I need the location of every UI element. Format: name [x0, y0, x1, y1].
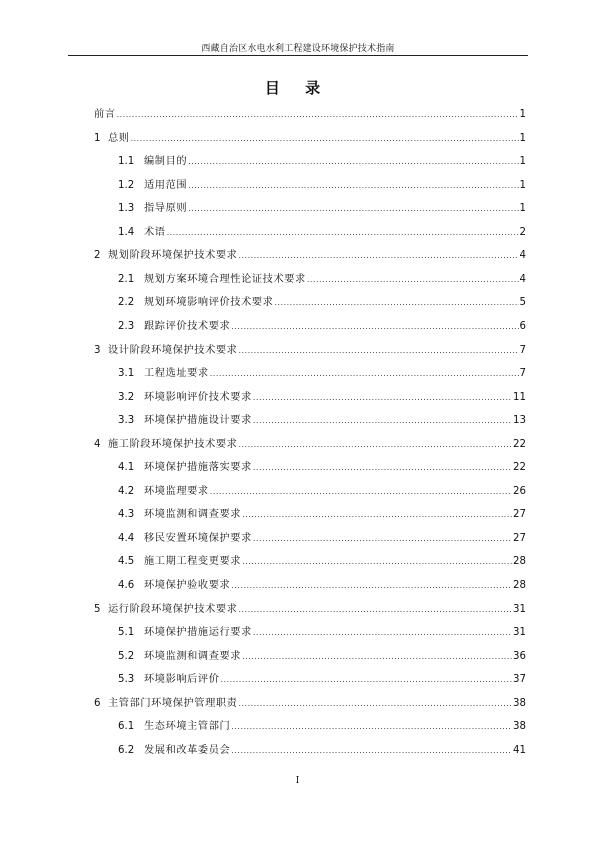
running-header: 西藏自治区水电水利工程建设环境保护技术指南 — [201, 44, 395, 54]
toc-entry-number: 4.6 — [118, 580, 135, 591]
toc-entry-number: 1.1 — [118, 156, 135, 168]
toc-entry-number: 6 — [94, 697, 101, 709]
toc-entry-label: 环境保护措施设计要求 — [144, 415, 252, 427]
toc-entry-number: 3 — [94, 344, 101, 356]
toc-entry-label: 环境监理要求 — [144, 485, 209, 497]
toc-entry-label: 环境保护措施落实要求 — [144, 462, 252, 474]
toc-entry[interactable] — [118, 626, 526, 640]
toc-entry-page: 26 — [513, 485, 526, 497]
toc-entry-label: 移民安置环境保护要求 — [144, 532, 252, 544]
toc-dot-leader — [253, 461, 512, 475]
toc-entry[interactable] — [118, 202, 526, 216]
toc-entry-label: 环境保护验收要求 — [144, 580, 231, 591]
toc-entry-number: 4.4 — [118, 532, 135, 544]
toc-entry-label: 术语 — [144, 226, 166, 238]
toc-entry-page: 1 — [519, 109, 526, 120]
toc-entry-page: 28 — [513, 556, 526, 568]
toc-entry-page: 28 — [513, 580, 526, 591]
toc-dot-leader — [274, 296, 518, 310]
toc-entry-page: 1 — [519, 156, 526, 168]
toc-entry-label: 设计阶段环境保护技术要求 — [108, 344, 238, 356]
toc-entry-number: 1 — [94, 132, 101, 144]
toc-entry-number: 4.3 — [118, 509, 135, 521]
toc-entry-page: 11 — [513, 391, 526, 403]
toc-entry-number: 5 — [94, 603, 101, 615]
toc-entry-label: 施工期工程变更要求 — [144, 556, 242, 568]
toc-entry-number: 4.2 — [118, 485, 135, 497]
toc-entry-label: 施工阶段环境保护技术要求 — [108, 438, 238, 450]
toc-entry-number: 3.1 — [118, 368, 135, 380]
page-number: I — [295, 776, 300, 786]
toc-entry-label: 规划方案环境合理性论证技术要求 — [144, 273, 306, 285]
toc-dot-leader — [238, 603, 512, 617]
toc-dot-leader — [131, 132, 519, 146]
toc-entry-number: 2.2 — [118, 297, 135, 309]
toc-entry-number: 4.5 — [118, 556, 135, 568]
toc-entry-page: 41 — [513, 744, 526, 756]
toc-dot-leader — [238, 344, 518, 358]
toc-entry-label: 工程选址要求 — [144, 368, 209, 380]
toc-entry[interactable] — [118, 179, 526, 193]
toc-entry-number: 2.1 — [118, 273, 135, 285]
toc-dot-leader — [238, 697, 512, 711]
toc-entry-page: 13 — [513, 415, 526, 427]
toc-entry-label: 适用范围 — [144, 179, 188, 191]
toc-dot-leader — [253, 414, 512, 428]
toc-entry-label: 运行阶段环境保护技术要求 — [108, 603, 238, 615]
toc-entry-number: 1.4 — [118, 226, 135, 238]
toc-entry-page: 1 — [519, 203, 526, 215]
toc-dot-leader — [210, 367, 519, 381]
toc-entry-number: 5.1 — [118, 627, 135, 639]
toc-entry-page: 2 — [519, 226, 526, 238]
toc-entry-page: 6 — [519, 320, 526, 332]
toc-entry[interactable] — [118, 367, 526, 381]
toc-dot-leader — [231, 320, 518, 334]
toc-entry-label: 环境监测和调查要求 — [144, 509, 242, 521]
toc-entry-label: 指导原则 — [144, 203, 188, 215]
toc-entry[interactable] — [118, 391, 526, 405]
toc-entry[interactable] — [118, 744, 526, 758]
toc-entry-label: 总则 — [108, 132, 130, 144]
toc-dot-leader — [242, 555, 512, 569]
toc-entry-number: 6.1 — [118, 721, 135, 733]
toc-entry-page: 36 — [513, 650, 526, 662]
toc-dot-leader — [188, 179, 518, 193]
toc-entry-label: 前言 — [94, 109, 116, 120]
toc-entry-label: 跟踪评价技术要求 — [144, 320, 231, 332]
toc-entry-number: 2 — [94, 250, 101, 262]
toc-entry[interactable] — [118, 508, 526, 522]
toc-entry[interactable] — [118, 555, 526, 569]
toc-entry[interactable] — [94, 249, 526, 263]
toc-entry[interactable] — [118, 461, 526, 475]
toc-dot-leader — [242, 508, 512, 522]
toc-entry[interactable] — [118, 320, 526, 334]
toc-dot-leader — [231, 720, 512, 734]
toc-entry-page: 38 — [513, 721, 526, 733]
toc-entry-page: 27 — [513, 509, 526, 521]
toc-entry-label: 环境保护措施运行要求 — [144, 627, 252, 639]
toc-dot-leader — [242, 650, 512, 664]
toc-entry[interactable] — [94, 108, 526, 122]
toc-entry-page: 22 — [513, 462, 526, 474]
page-title: 目 录 — [264, 79, 331, 97]
toc-dot-leader — [253, 626, 512, 640]
toc-entry-label: 主管部门环境保护管理职责 — [108, 697, 238, 709]
toc-entry[interactable] — [118, 673, 526, 687]
toc-entry-page: 37 — [513, 674, 526, 686]
toc-entry[interactable] — [118, 650, 526, 664]
toc-entry-number: 4 — [94, 438, 101, 450]
toc-entry-page: 7 — [519, 344, 526, 356]
toc-entry[interactable] — [94, 697, 526, 711]
toc-entry-number: 1.2 — [118, 179, 135, 191]
toc-dot-leader — [221, 673, 513, 687]
toc-entry-number: 5.2 — [118, 650, 135, 662]
toc-entry[interactable] — [118, 532, 526, 546]
toc-entry-page: 1 — [519, 132, 526, 144]
toc-entry[interactable] — [118, 155, 526, 169]
toc-entry-page: 27 — [513, 532, 526, 544]
toc-entry-number: 3.3 — [118, 415, 135, 427]
toc-dot-leader — [188, 202, 518, 216]
toc-entry-label: 编制目的 — [144, 156, 188, 168]
toc-entry-label: 环境监测和调查要求 — [144, 650, 242, 662]
toc-dot-leader — [231, 744, 512, 758]
toc-entry[interactable] — [94, 132, 526, 146]
toc-dot-leader — [188, 155, 518, 169]
toc-entry-label: 环境影响后评价 — [144, 674, 220, 686]
toc-entry-page: 7 — [519, 368, 526, 380]
toc-entry[interactable] — [118, 579, 526, 593]
toc-entry-label: 环境影响评价技术要求 — [144, 391, 252, 403]
toc-dot-leader — [253, 532, 512, 546]
toc-entry-number: 3.2 — [118, 391, 135, 403]
toc-entry-number: 4.1 — [118, 462, 135, 474]
toc-entry-page: 5 — [519, 297, 526, 309]
toc-dot-leader — [210, 485, 512, 499]
toc-dot-leader — [238, 438, 512, 452]
toc-entry-page: 31 — [513, 627, 526, 639]
toc-entry[interactable] — [118, 226, 526, 240]
toc-entry-page: 4 — [519, 250, 526, 262]
toc-entry[interactable] — [118, 485, 526, 499]
toc-entry-page: 38 — [513, 697, 526, 709]
toc-dot-leader — [253, 391, 512, 405]
toc-entry[interactable] — [94, 603, 526, 617]
toc-entry[interactable] — [118, 273, 526, 287]
toc-entry-page: 22 — [513, 438, 526, 450]
toc-entry[interactable] — [118, 296, 526, 310]
toc-entry[interactable] — [94, 344, 526, 358]
toc-entry[interactable] — [118, 414, 526, 428]
toc-dot-leader — [167, 226, 519, 240]
toc-entry-label: 规划阶段环境保护技术要求 — [108, 250, 238, 262]
toc-entry-number: 6.2 — [118, 744, 135, 756]
toc-entry[interactable] — [118, 720, 526, 734]
toc-entry-label: 生态环境主管部门 — [144, 721, 231, 733]
toc-entry[interactable] — [94, 438, 526, 452]
toc-dot-leader — [231, 579, 512, 593]
toc-entry-label: 发展和改革委员会 — [144, 744, 231, 756]
toc-entry-number: 2.3 — [118, 320, 135, 332]
toc-entry-page: 4 — [519, 273, 526, 285]
toc-entry-number: 5.3 — [118, 674, 135, 686]
toc-dot-leader — [238, 249, 518, 263]
toc-dot-leader — [117, 108, 519, 122]
toc-dot-leader — [307, 273, 519, 287]
toc-entry-label: 规划环境影响评价技术要求 — [144, 297, 274, 309]
toc-entry-page: 1 — [519, 179, 526, 191]
toc-entry-number: 1.3 — [118, 203, 135, 215]
toc-entry-page: 31 — [513, 603, 526, 615]
